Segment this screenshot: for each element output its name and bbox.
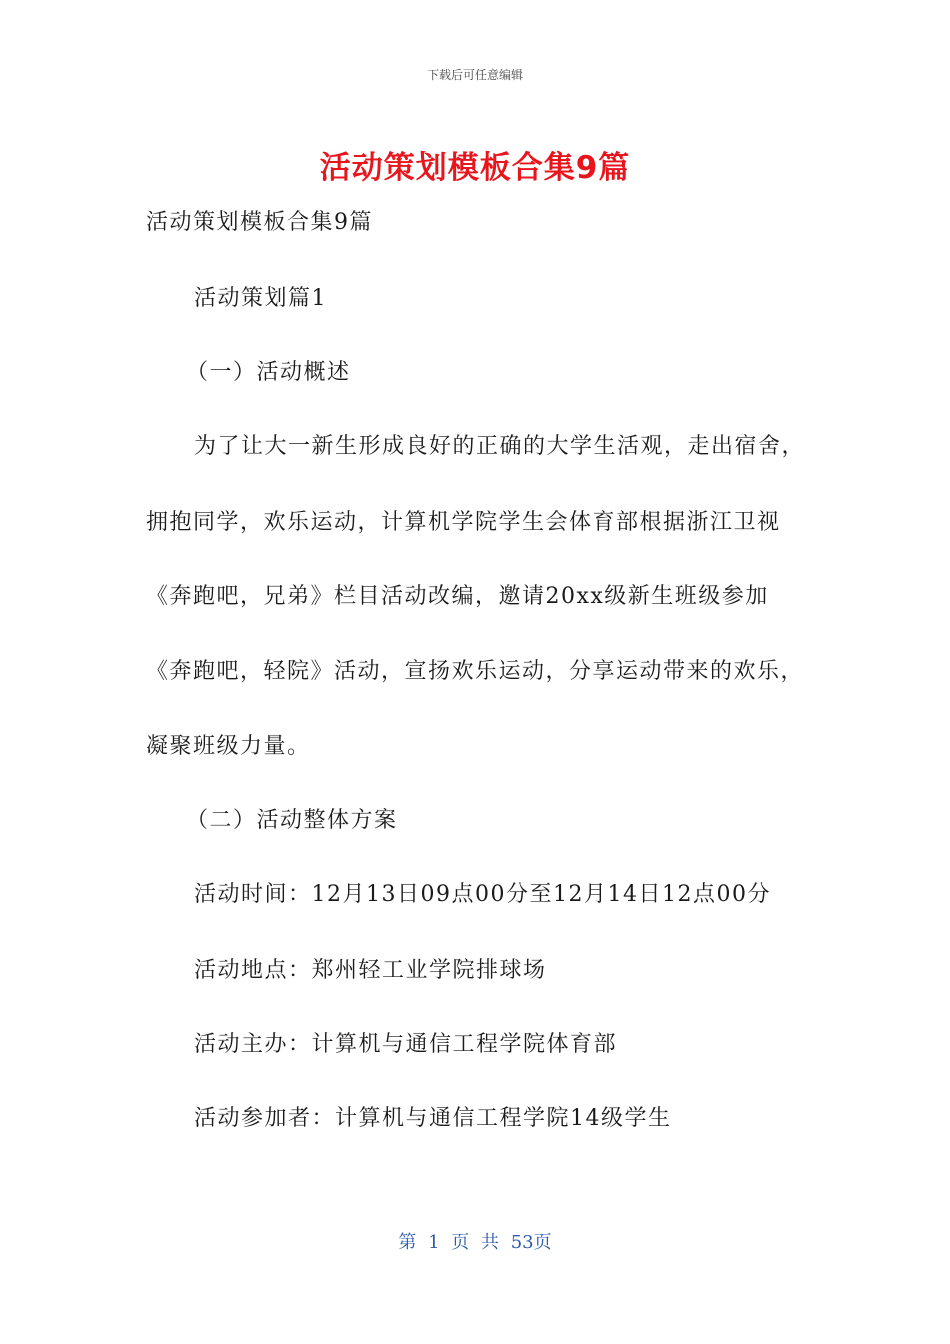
detail-line-participants: 活动参加者：计算机与通信工程学院14级学生 bbox=[194, 1106, 672, 1131]
detail-line-location: 活动地点：郑州轻工业学院排球场 bbox=[194, 958, 547, 983]
header-note: 下载后可任意编辑 bbox=[426, 68, 523, 82]
detail-line-organizer: 活动主办：计算机与通信工程学院体育部 bbox=[194, 1032, 618, 1057]
body-line: 拥抱同学，欢乐运动，计算机学院学生会体育部根据浙江卫视 bbox=[146, 510, 781, 535]
detail-line-time: 活动时间：12月13日09点00分至12月14日12点00分 bbox=[194, 882, 771, 907]
section-heading: 活动策划篇1 bbox=[194, 286, 327, 311]
body-line: 《奔跑吧，轻院》活动，宣扬欢乐运动，分享运动带来的欢乐， bbox=[146, 659, 805, 684]
subsection-heading: （二）活动整体方案 bbox=[186, 808, 398, 833]
body-line: 活动策划模板合集9篇 bbox=[146, 210, 373, 235]
page-footer: 第 1 页 共 53页 bbox=[398, 1232, 552, 1253]
body-line: 《奔跑吧，兄弟》栏目活动改编，邀请20xx级新生班级参加 bbox=[146, 584, 769, 609]
subsection-heading: （一）活动概述 bbox=[186, 360, 351, 385]
body-line: 凝聚班级力量。 bbox=[146, 734, 311, 759]
body-line: 为了让大一新生形成良好的正确的大学生活观，走出宿舍， bbox=[194, 434, 806, 459]
document-title: 活动策划模板合集9篇 bbox=[319, 150, 631, 186]
